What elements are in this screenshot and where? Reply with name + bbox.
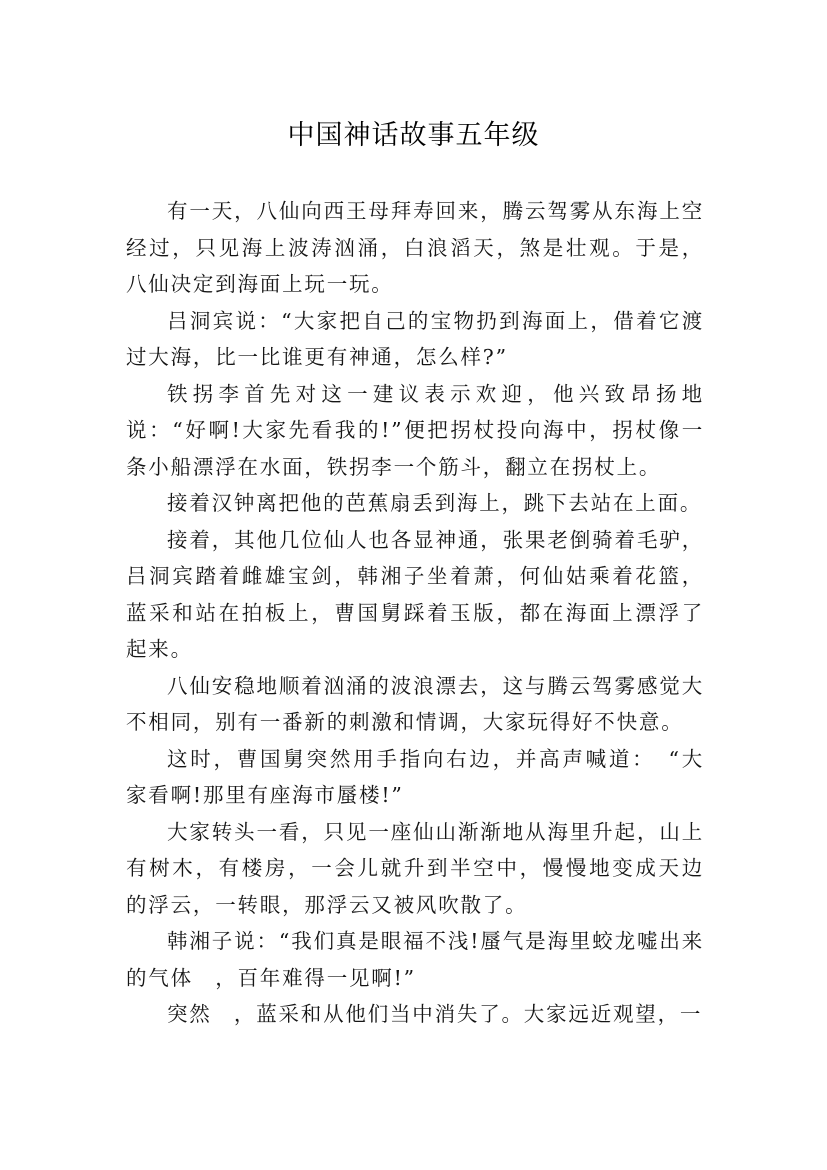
document-title: 中国神话故事五年级 (287, 120, 540, 152)
paragraph: 接着汉钟离把他的芭蕉扇丢到海上，跳下去站在上面。 (167, 491, 703, 515)
paragraph: 接着，其他几位仙人也各显神通，张果老倒骑着毛驴，吕洞宾踏着雌雄宝剑，韩湘子坐着萧，何仙姑乘着花篮，蓝采和站在拍板上，曹国舅踩着玉版，都在海面上漂浮了起来。 (126, 527, 704, 661)
paragraph: 突然 ，蓝采和从他们当中消失了。大家远近观望，一 (167, 1002, 703, 1026)
paragraph: 这时，曹国舅突然用手指向右边，并高声喊道： “大家看啊!那里有座海市蜃楼!” (126, 746, 704, 807)
paragraph: 铁拐李首先对这一建议表示欢迎，他兴致昂扬地说：“好啊!大家先看我的!”便把拐杖投向海中，拐杖像一条小船漂浮在水面，铁拐李一个筋斗，翻立在拐杖上。 (126, 381, 704, 479)
paragraph: 有一天，八仙向西王母拜寿回来，腾云驾雾从东海上空经过，只见海上波涛汹涌，白浪滔天，煞是壮观。于是，八仙决定到海面上玩一玩。 (126, 199, 704, 296)
paragraph: 韩湘子说：“我们真是眼福不浅!蜃气是海里蛟龙嘘出来的气体 ，百年难得一见啊!” (126, 929, 704, 990)
document-body (126, 193, 704, 1033)
paragraph: 吕洞宾说：“大家把自己的宝物扔到海面上，借着它渡过大海，比一比谁更有神通，怎么样?” (126, 308, 704, 369)
paragraph: 八仙安稳地顺着汹涌的波浪漂去，这与腾云驾雾感觉大不相同，别有一番新的刺激和情调，大家玩得好不快意。 (126, 673, 704, 734)
paragraph: 大家转头一看，只见一座仙山渐渐地从海里升起，山上有树木，有楼房，一会儿就升到半空中，慢慢地变成天边的浮云，一转眼，那浮云又被风吹散了。 (126, 819, 704, 917)
